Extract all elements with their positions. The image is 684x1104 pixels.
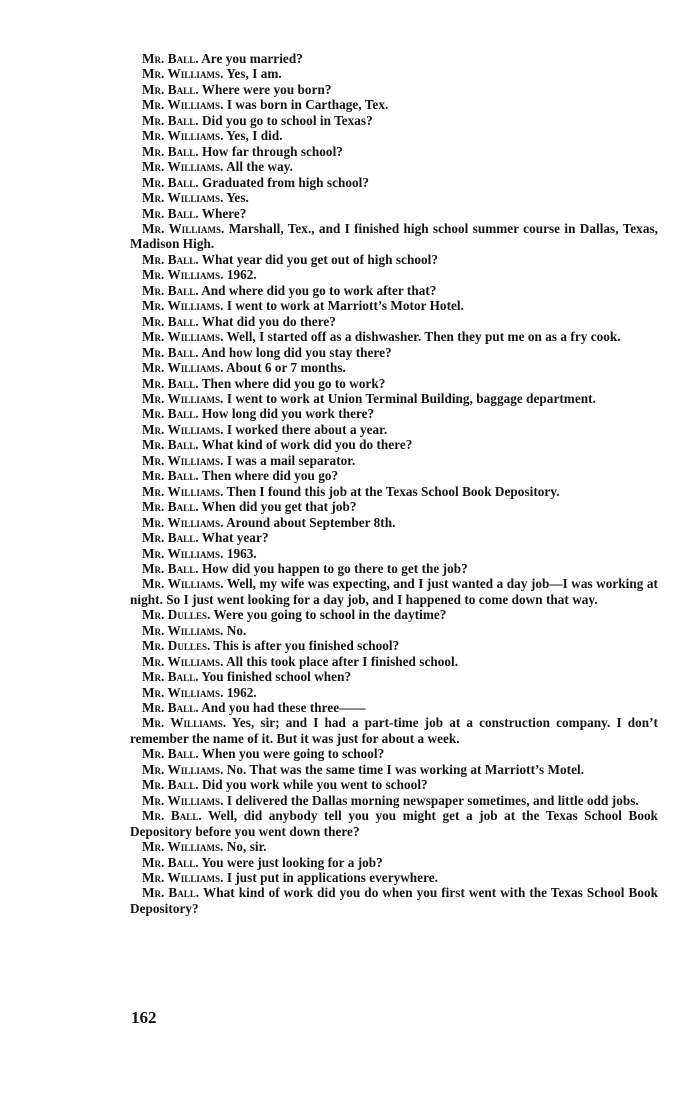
speech-text: What kind of work did you do there? [201, 437, 413, 453]
transcript-line [130, 422, 658, 437]
speaker-name: Mr. Ball. [142, 282, 199, 298]
speaker-name: Mr. Williams. [142, 483, 224, 499]
speech-text: All this took place after I finished school. [226, 653, 459, 669]
speaker-name: Mr. Williams. [142, 870, 224, 886]
transcript-line [130, 97, 658, 112]
speaker-name: Mr. Ball. [142, 746, 199, 762]
transcript-line [130, 329, 658, 344]
speaker-name: Mr. Williams. [142, 839, 224, 855]
speaker-name: Mr. Williams. [142, 267, 224, 283]
speech-text: This is after you finished school? [213, 638, 400, 654]
transcript-line [130, 190, 658, 205]
transcript-line [130, 51, 658, 66]
speaker-name: Mr. Williams. [142, 220, 225, 236]
speaker-name: Mr. Ball. [142, 854, 199, 870]
transcript-line [130, 453, 658, 468]
speech-text: Yes, sir; and I had a part-time job at a construction company. I don’t remember the name of it. But it was just for about a week. [130, 715, 658, 746]
speaker-name: Mr. Williams. [142, 97, 224, 113]
speech-text: I went to work at Marriott’s Motor Hotel. [226, 298, 464, 314]
speaker-name: Mr. Williams. [142, 545, 224, 561]
speaker-name: Mr. Ball. [142, 51, 199, 66]
speaker-name: Mr. Dulles. [142, 638, 211, 654]
speech-text: 1962. [226, 684, 257, 700]
transcript-line [130, 406, 658, 421]
transcript-line [130, 298, 658, 313]
speaker-name: Mr. Williams. [142, 190, 224, 206]
speaker-name: Mr. Ball. [142, 499, 199, 515]
transcript-line [130, 561, 658, 576]
transcript-line [130, 885, 658, 916]
transcript-line [130, 159, 658, 174]
speaker-name: Mr. Ball. [142, 808, 202, 824]
speaker-name: Mr. Ball. [142, 669, 199, 685]
speech-text: Marshall, Tex., and I finished high school summer course in Dallas, Texas, Madison High. [130, 220, 658, 252]
speech-text: What year did you get out of high school? [201, 251, 438, 267]
speaker-name: Mr. Ball. [142, 81, 199, 97]
speech-text: No. [226, 622, 247, 638]
speaker-name: Mr. Williams. [142, 653, 224, 669]
transcript-line [130, 128, 658, 143]
speech-text: Yes, I am. [226, 66, 282, 82]
speech-text: Are you married? [201, 51, 303, 66]
speaker-name: Mr. Ball. [142, 885, 200, 901]
speaker-name: Mr. Williams. [142, 128, 224, 144]
speech-text: Well, I started off as a dishwasher. Then they put me on as a fry cook. [226, 329, 621, 345]
transcript-line [130, 484, 658, 499]
speech-text: Where were you born? [201, 81, 332, 97]
transcript-line [130, 360, 658, 375]
speaker-name: Mr. Ball. [142, 375, 199, 391]
transcript-page [130, 51, 658, 916]
transcript-line [130, 669, 658, 684]
speaker-name: Mr. Williams. [142, 360, 224, 376]
transcript-line [130, 267, 658, 282]
speech-text: I delivered the Dallas morning newspaper sometimes, and little odd jobs. [226, 792, 639, 808]
transcript-line [130, 654, 658, 669]
speech-text: Yes. [226, 190, 249, 206]
speech-text: Around about September 8th. [226, 514, 396, 530]
speaker-name: Mr. Ball. [142, 560, 199, 576]
speech-text: No. That was the same time I was working at Marriott’s Motel. [226, 761, 585, 777]
speaker-name: Mr. Williams. [142, 421, 224, 437]
transcript-line [130, 468, 658, 483]
speech-text: What kind of work did you do when you first went with the Texas School Book Depository? [130, 885, 659, 916]
speaker-name: Mr. Ball. [142, 437, 199, 453]
speech-text: I was born in Carthage, Tex. [226, 97, 389, 113]
transcript-line [130, 762, 658, 777]
speech-text: I was a mail separator. [226, 452, 356, 468]
speaker-name: Mr. Williams. [142, 761, 224, 777]
speech-text: 1963. [226, 545, 257, 561]
transcript-line [130, 746, 658, 761]
speaker-name: Mr. Ball. [142, 344, 199, 360]
transcript-line [130, 82, 658, 97]
transcript-line [130, 437, 658, 452]
speech-text: What did you do there? [201, 313, 336, 329]
speaker-name: Mr. Ball. [142, 205, 199, 221]
transcript-line [130, 144, 658, 159]
transcript-line [130, 546, 658, 561]
speaker-name: Mr. Ball. [142, 251, 199, 267]
speech-text: When did you get that job? [201, 499, 357, 515]
transcript-line [130, 623, 658, 638]
speech-text: No, sir. [226, 839, 267, 855]
speech-text: Were you going to school in the daytime? [213, 607, 447, 623]
transcript-line [130, 221, 658, 252]
speaker-name: Mr. Ball. [142, 700, 199, 716]
speech-text: Well, did anybody tell you you might get a job at the Texas School Book Depository before you went down there? [130, 808, 659, 839]
speech-text: Then I found this job at the Texas School Book Depository. [226, 483, 560, 499]
transcript-line [130, 715, 658, 746]
speaker-name: Mr. Williams. [142, 159, 224, 175]
speaker-name: Mr. Ball. [142, 468, 199, 484]
speech-text: And how long did you stay there? [201, 344, 392, 360]
transcript-line [130, 391, 658, 406]
speech-text: Yes, I did. [226, 128, 283, 144]
speaker-name: Mr. Ball. [142, 143, 199, 159]
speech-text: And where did you go to work after that? [201, 282, 437, 298]
transcript-line [130, 777, 658, 792]
transcript-line [130, 808, 658, 839]
speaker-name: Mr. Williams. [142, 298, 224, 314]
speech-text: How long did you work there? [201, 406, 375, 422]
speaker-name: Mr. Williams. [142, 329, 224, 345]
transcript-line [130, 855, 658, 870]
transcript-line [130, 530, 658, 545]
transcript-line [130, 345, 658, 360]
speaker-name: Mr. Ball. [142, 174, 199, 190]
speaker-name: Mr. Williams. [142, 514, 224, 530]
speaker-name: Mr. Williams. [142, 452, 224, 468]
speaker-name: Mr. Williams. [142, 576, 224, 592]
speech-text: 1962. [226, 267, 257, 283]
transcript-line [130, 700, 658, 715]
speech-text: Then where did you go? [201, 468, 339, 484]
speech-text: How did you happen to go there to get the job? [201, 560, 468, 576]
speaker-name: Mr. Ball. [142, 112, 199, 128]
transcript-line [130, 376, 658, 391]
speech-text: Well, my wife was expecting, and I just wanted a day job—I was working at night. So I just went looking for a day job, and I happened to come down that way. [130, 576, 658, 607]
speech-text: I just put in applications everywhere. [226, 870, 439, 886]
transcript-line [130, 283, 658, 298]
transcript-line [130, 66, 658, 81]
speech-text: What year? [201, 530, 269, 546]
speaker-name: Mr. Williams. [142, 792, 224, 808]
speaker-name: Mr. Williams. [142, 390, 224, 406]
speech-text: And you had these three—— [201, 700, 366, 716]
speech-text: Where? [201, 205, 247, 221]
page-number: 162 [131, 1008, 157, 1027]
transcript-line [130, 638, 658, 653]
speaker-name: Mr. Williams. [142, 684, 224, 700]
transcript-line [130, 839, 658, 854]
speech-text: All the way. [226, 159, 293, 175]
speech-text: Graduated from high school? [201, 174, 370, 190]
speech-text: When you were going to school? [201, 746, 385, 762]
speaker-name: Mr. Ball. [142, 777, 199, 793]
speech-text: Did you go to school in Texas? [201, 112, 373, 128]
transcript-line [130, 870, 658, 885]
speaker-name: Mr. Ball. [142, 406, 199, 422]
speaker-name: Mr. Williams. [142, 622, 224, 638]
speech-text: You were just looking for a job? [201, 854, 383, 870]
speech-text: About 6 or 7 months. [226, 360, 346, 376]
speaker-name: Mr. Williams. [142, 715, 227, 731]
speech-text: How far through school? [201, 143, 343, 159]
speech-text: You finished school when? [201, 669, 352, 685]
speech-text: Did you work while you went to school? [201, 777, 428, 793]
transcript-line [130, 206, 658, 221]
speech-text: I worked there about a year. [226, 421, 388, 437]
speaker-name: Mr. Ball. [142, 530, 199, 546]
speaker-name: Mr. Dulles. [142, 607, 211, 623]
transcript-line [130, 576, 658, 607]
transcript-line [130, 113, 658, 128]
transcript-line [130, 685, 658, 700]
speech-text: Then where did you go to work? [201, 375, 386, 391]
transcript-line [130, 314, 658, 329]
speaker-name: Mr. Williams. [142, 66, 224, 82]
speech-text: I went to work at Union Terminal Building, baggage department. [226, 390, 596, 406]
transcript-line [130, 607, 658, 622]
transcript-line [130, 499, 658, 514]
speaker-name: Mr. Ball. [142, 313, 199, 329]
transcript-line [130, 515, 658, 530]
transcript-line [130, 252, 658, 267]
transcript-line [130, 175, 658, 190]
transcript-line [130, 793, 658, 808]
